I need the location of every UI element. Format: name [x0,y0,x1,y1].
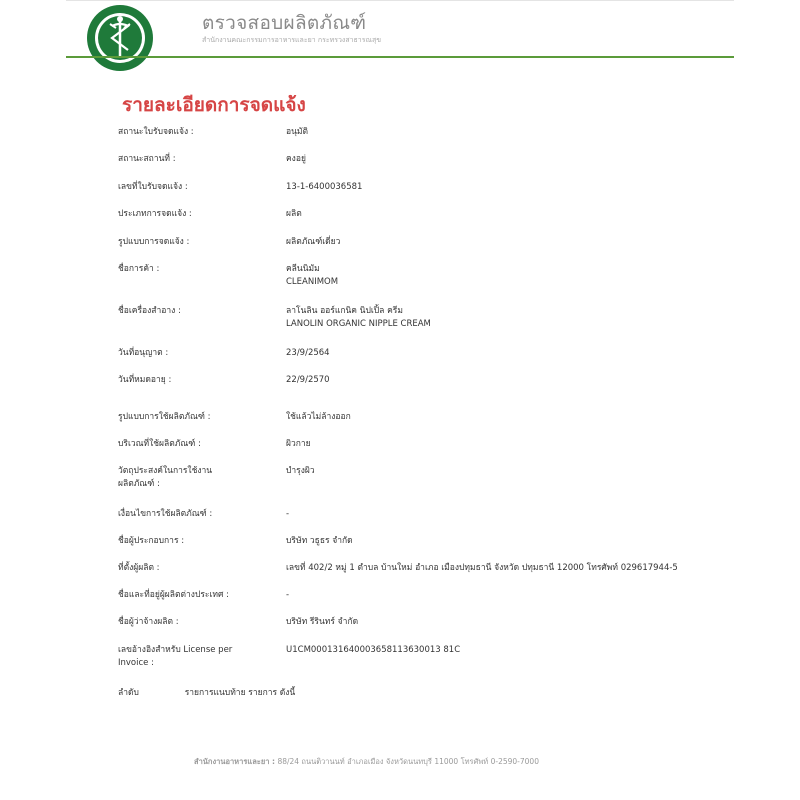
field-label [118,644,278,670]
field-value-english: CLEANIMOM [286,277,339,287]
field-label-line2: Invoice : [118,658,154,668]
attachment-order-label: ลำดับ [118,688,139,698]
field-label: ชื่อผู้ประกอบการ : [118,536,185,546]
footer-org: สำนักงานอาหารและยา : [194,757,276,766]
site-subtitle: สำนักงานคณะกรรมการอาหารและยา กระทรวงสาธารณสุข [202,36,382,44]
field-value: ผลิต [286,209,302,219]
field-label-line1: เลขอ้างอิงสำหรับ License per [118,645,233,655]
field-value [286,305,726,331]
attachment-list-header [118,685,295,699]
field-value: อนุมัติ [286,127,309,137]
attachment-description: รายการแนบท้าย รายการ ดังนี้ [184,688,296,698]
field-value: - [286,590,290,600]
field-value: ผิวกาย [286,439,311,449]
field-label: ชื่อผู้ว่าจ้างผลิต : [118,617,179,627]
field-label: สถานะสถานที่ : [118,154,176,164]
field-label: ที่ตั้งผู้ผลิต : [118,563,160,573]
footer-address: 88/24 ถนนติวานนท์ อำเภอเมือง จังหวัดนนทบุรี 11000 โทรศัพท์ 0-2590-7000 [277,757,539,766]
field-label: ชื่อและที่อยู่ผู้ผลิตต่างประเทศ : [118,590,229,600]
field-value: U1CM000131640003658113630013 81C [286,645,461,655]
field-value: - [286,509,290,519]
site-footer [194,756,539,768]
field-value-english: LANOLIN ORGANIC NIPPLE CREAM [286,319,431,329]
field-label: รูปแบบการจดแจ้ง : [118,237,190,247]
field-label-line2: ผลิตภัณฑ์ : [118,479,160,489]
field-label-line1: วัตถุประสงค์ในการใช้งาน [118,466,213,476]
field-label: ชื่อเครื่องสำอาง : [118,306,181,316]
field-value: 22/9/2570 [286,375,330,385]
site-header [66,0,734,58]
field-label: รูปแบบการใช้ผลิตภัณฑ์ : [118,412,211,422]
field-value: ผลิตภัณฑ์เดี่ยว [286,237,341,247]
page-title: รายละเอียดการจดแจ้ง [122,94,306,116]
header-divider [66,56,734,58]
field-label: เลขที่ใบรับจดแจ้ง : [118,182,188,192]
field-label: ประเภทการจดแจ้ง : [118,209,192,219]
field-value: บริษัท วธูธร จำกัด [286,536,353,546]
field-label: เงื่อนไขการใช้ผลิตภัณฑ์ : [118,509,213,519]
field-value: ใช้แล้วไม่ล้างออก [286,412,351,422]
field-value-thai: คลีนนิมัม [286,264,320,274]
field-label: ชื่อการค้า : [118,264,160,274]
field-label: บริเวณที่ใช้ผลิตภัณฑ์ : [118,439,201,449]
field-value: 23/9/2564 [286,348,330,358]
field-value: บำรุงผิว [286,466,315,476]
field-label [118,465,278,491]
ministry-logo [86,4,154,72]
field-value: บริษัท รีรินทร์ จำกัด [286,617,359,627]
field-value [286,263,726,289]
site-title: ตรวจสอบผลิตภัณฑ์ [202,12,367,34]
field-value: 13-1-6400036581 [286,182,363,192]
field-value-thai: ลาโนลิน ออร์แกนิค นิปเปิ้ล ครีม [286,306,403,316]
field-label: สถานะใบรับจดแจ้ง : [118,127,194,137]
field-value: เลขที่ 402/2 หมู่ 1 ตำบล บ้านใหม่ อำเภอ เมืองปทุมธานี จังหวัด ปทุมธานี 12000 โทรศัพท์ 029617944-5 [286,563,678,573]
field-label: วันที่อนุญาต : [118,348,169,358]
field-label: วันที่หมดอายุ : [118,375,172,385]
field-value: คงอยู่ [286,154,306,164]
